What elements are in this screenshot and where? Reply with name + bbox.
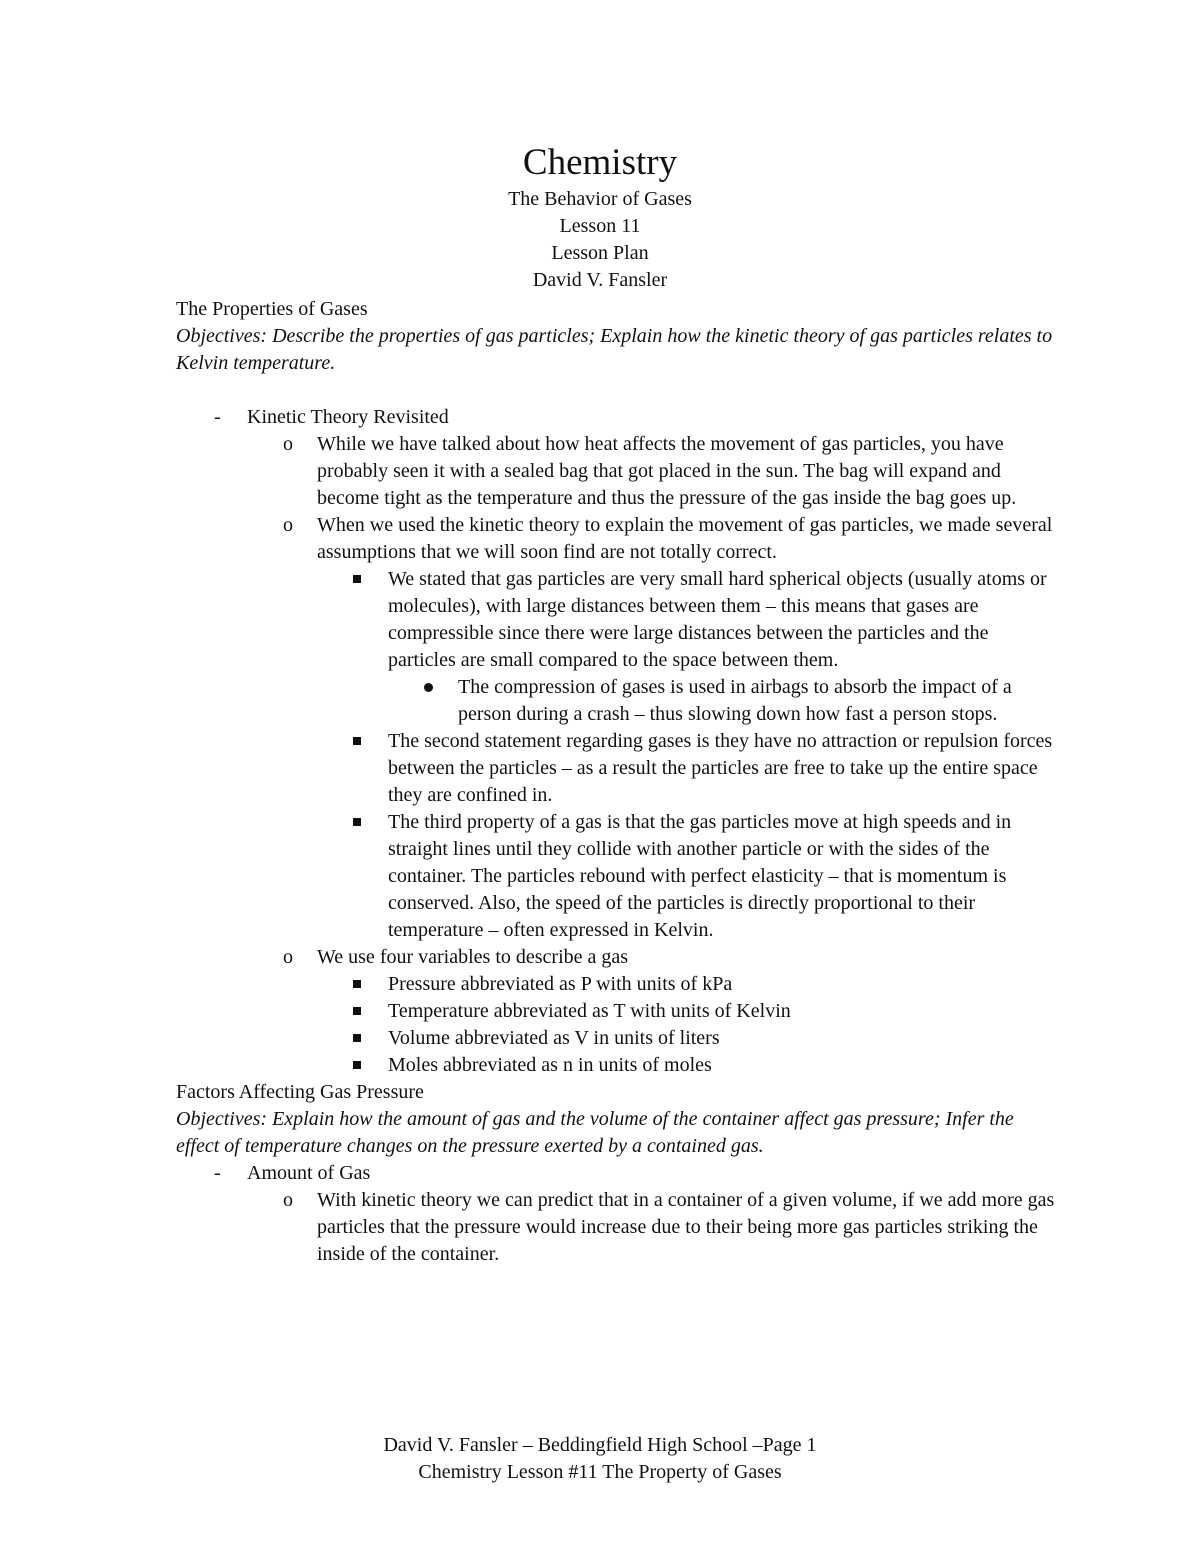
list-item-text: While we have talked about how heat affects the movement of gas particles, you have probably seen it with a sealed bag that got placed in the sun. The bag will expand and become tight as the temperature and thus the pressure of the gas inside the bag goes up. bbox=[317, 433, 1017, 509]
list-item bbox=[176, 1052, 1056, 1079]
round-bullet-icon bbox=[424, 683, 433, 692]
page-subtitle: The Behavior of Gases bbox=[508, 188, 692, 210]
topic-label: Amount of Gas bbox=[247, 1162, 371, 1184]
section-heading-properties: The Properties of Gases bbox=[176, 298, 368, 320]
section-objectives-properties: Objectives: Describe the properties of gas particles; Explain how the kinetic theory of gas particles relates to Kelvin temperature. bbox=[176, 325, 1053, 374]
circle-bullet-marker: o bbox=[283, 433, 293, 455]
page-title: Chemistry bbox=[522, 142, 678, 183]
square-bullet-icon bbox=[353, 1007, 361, 1015]
author-name: David V. Fansler bbox=[532, 269, 668, 291]
document-type: Lesson Plan bbox=[551, 242, 649, 264]
paragraph-spacer bbox=[176, 377, 1056, 404]
circle-bullet-marker: o bbox=[283, 1189, 293, 1211]
topic-amount-of-gas bbox=[176, 1160, 1056, 1187]
topic-kinetic-theory bbox=[176, 404, 1056, 431]
list-item-text: The third property of a gas is that the gas particles move at high speeds and in straight lines until they collide with another particle or with the sides of the container. The particles rebound with perfect elasticity – that is momentum is conserved. Also, the speed of the particles is directly proportional to their temperature – often expressed in Kelvin. bbox=[388, 811, 1012, 941]
square-bullet-icon bbox=[353, 1061, 361, 1069]
list-item-text: Temperature abbreviated as T with units of Kelvin bbox=[388, 1000, 791, 1022]
lesson-number: Lesson 11 bbox=[559, 215, 641, 237]
list-item-text: We stated that gas particles are very small hard spherical objects (usually atoms or molecules), with large distances between them – this means that gases are compressible since there were large distances between the particles and the particles are small compared to the space between them. bbox=[388, 568, 1047, 671]
list-item bbox=[176, 809, 1056, 944]
circle-bullet-marker: o bbox=[283, 514, 293, 536]
list-item bbox=[176, 512, 1056, 566]
dash-marker: - bbox=[214, 1162, 221, 1184]
square-bullet-icon bbox=[353, 575, 361, 583]
list-item-text: Pressure abbreviated as P with units of kPa bbox=[388, 973, 733, 995]
page-footer bbox=[0, 1432, 1200, 1486]
section-objectives-pressure: Objectives: Explain how the amount of gas and the volume of the container affect gas pressure; Infer the effect of temperature changes on the pressure exerted by a contained gas. bbox=[176, 1108, 1014, 1157]
list-item bbox=[176, 431, 1056, 512]
list-item-text: Moles abbreviated as n in units of moles bbox=[388, 1054, 712, 1076]
footer-lesson-line: Chemistry Lesson #11 The Property of Gases bbox=[418, 1461, 782, 1483]
list-item-text: We use four variables to describe a gas bbox=[317, 946, 629, 968]
footer-author-line: David V. Fansler – Beddingfield High School –Page 1 bbox=[383, 1434, 817, 1456]
list-item-text: The compression of gases is used in airbags to absorb the impact of a person during a crash – thus slowing down how fast a person stops. bbox=[458, 676, 1012, 725]
list-item bbox=[176, 728, 1056, 809]
topic-label: Kinetic Theory Revisited bbox=[247, 406, 449, 428]
square-bullet-icon bbox=[353, 980, 361, 988]
list-item-text: When we used the kinetic theory to explain the movement of gas particles, we made several assumptions that we will soon find are not totally correct. bbox=[317, 514, 1053, 563]
list-item bbox=[176, 998, 1056, 1025]
list-item bbox=[176, 674, 1056, 728]
square-bullet-icon bbox=[353, 1034, 361, 1042]
list-item-text: With kinetic theory we can predict that in a container of a given volume, if we add more gas particles that the pressure would increase due to their being more gas particles striking the inside of the container. bbox=[317, 1189, 1055, 1265]
document-header bbox=[0, 140, 1200, 294]
list-item bbox=[176, 944, 1056, 971]
list-item bbox=[176, 1025, 1056, 1052]
list-item bbox=[176, 1187, 1056, 1268]
section-heading-pressure: Factors Affecting Gas Pressure bbox=[176, 1081, 424, 1103]
list-item-text: The second statement regarding gases is they have no attraction or repulsion forces between the particles – as a result the particles are free to take up the entire space they are confined in. bbox=[388, 730, 1053, 806]
square-bullet-icon bbox=[353, 818, 361, 826]
list-item bbox=[176, 566, 1056, 674]
list-item-text: Volume abbreviated as V in units of liters bbox=[388, 1027, 720, 1049]
dash-marker: - bbox=[214, 406, 221, 428]
circle-bullet-marker: o bbox=[283, 946, 293, 968]
document-body bbox=[176, 296, 1056, 1268]
list-item bbox=[176, 971, 1056, 998]
square-bullet-icon bbox=[353, 737, 361, 745]
